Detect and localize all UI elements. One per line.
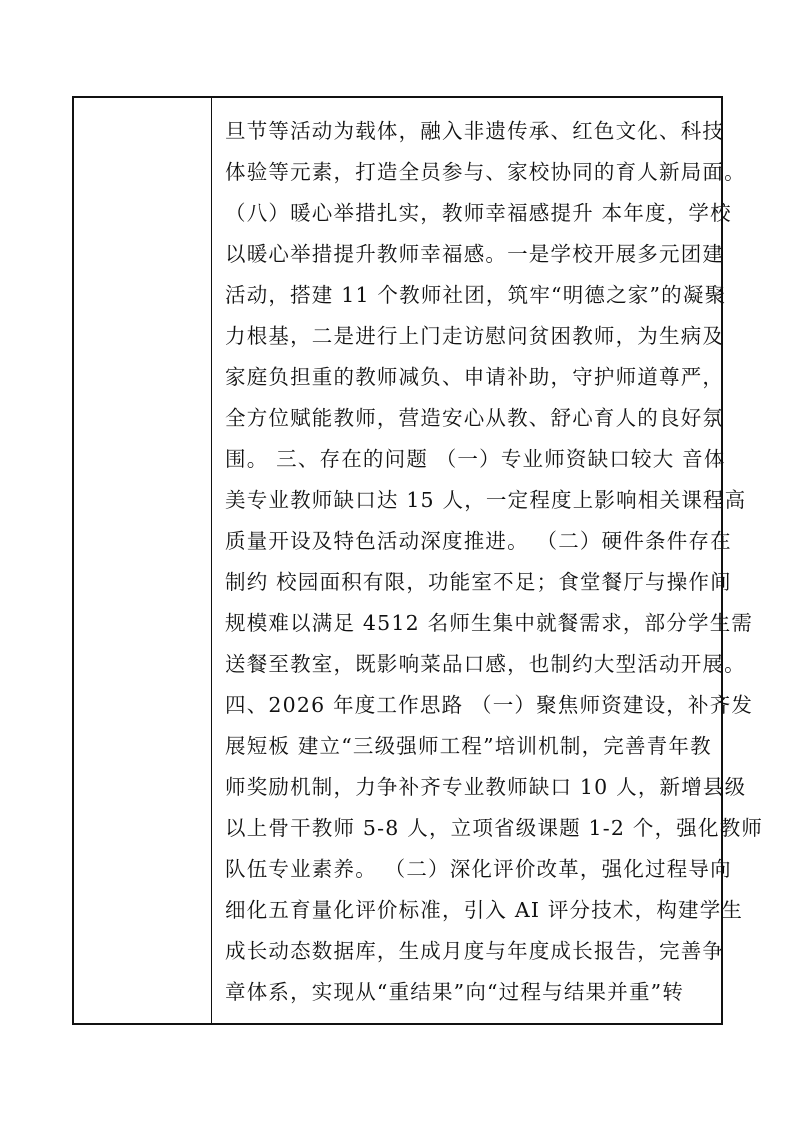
- text-line: 制约 校园面积有限，功能室不足；食堂餐厅与操作间: [225, 570, 732, 594]
- text-line: 队伍专业素养。 （二）深化评价改革，强化过程导向: [225, 857, 732, 881]
- content-cell: [213, 98, 764, 1023]
- text-line: 旦节等活动为载体，融入非遗传承、红色文化、科技: [225, 119, 725, 143]
- text-line: 以暖心举措提升教师幸福感。一是学校开展多元团建: [225, 242, 725, 266]
- text-line: 展短板 建立“三级强师工程”培训机制，完善青年教: [225, 734, 712, 758]
- text-line: 师奖励机制，力争补齐专业教师缺口 10 人，新增县级: [225, 775, 747, 799]
- text-line: 全方位赋能教师，营造安心从教、舒心育人的良好氛: [225, 406, 725, 430]
- text-line: 章体系，实现从“重结果”向“过程与结果并重”转: [225, 980, 685, 1004]
- text-line: 成长动态数据库，生成月度与年度成长报告，完善争: [225, 939, 725, 963]
- text-line: 体验等元素，打造全员参与、家校协同的育人新局面。: [225, 160, 746, 184]
- text-line: 四、2026 年度工作思路 （一）聚焦师资建设，补齐发: [225, 693, 754, 717]
- text-line: 规模难以满足 4512 名师生集中就餐需求，部分学生需: [225, 611, 754, 635]
- text-line: 以上骨干教师 5-8 人，立项省级课题 1-2 个，强化教师: [225, 816, 764, 840]
- text-line: 送餐至教室，既影响菜品口感，也制约大型活动开展。: [225, 652, 746, 676]
- text-line: 力根基，二是进行上门走访慰问贫困教师，为生病及: [225, 324, 725, 348]
- text-line: 美专业教师缺口达 15 人，一定程度上影响相关课程高: [225, 488, 747, 512]
- content-table: [72, 96, 764, 1025]
- label-cell: [74, 98, 212, 1023]
- text-line: 家庭负担重的教师减负、申请补助，守护师道尊严，: [225, 365, 725, 389]
- text-line: （八）暖心举措扎实，教师幸福感提升 本年度，学校: [225, 201, 732, 225]
- text-line: 质量开设及特色活动深度推进。 （二）硬件条件存在: [225, 529, 732, 553]
- text-line: 细化五育量化评价标准，引入 AI 评分技术，构建学生: [225, 898, 744, 922]
- text-line: 活动，搭建 11 个教师社团，筑牢“明德之家”的凝聚: [225, 283, 727, 307]
- text-line: 围。 三、存在的问题 （一）专业师资缺口较大 音体: [225, 447, 726, 471]
